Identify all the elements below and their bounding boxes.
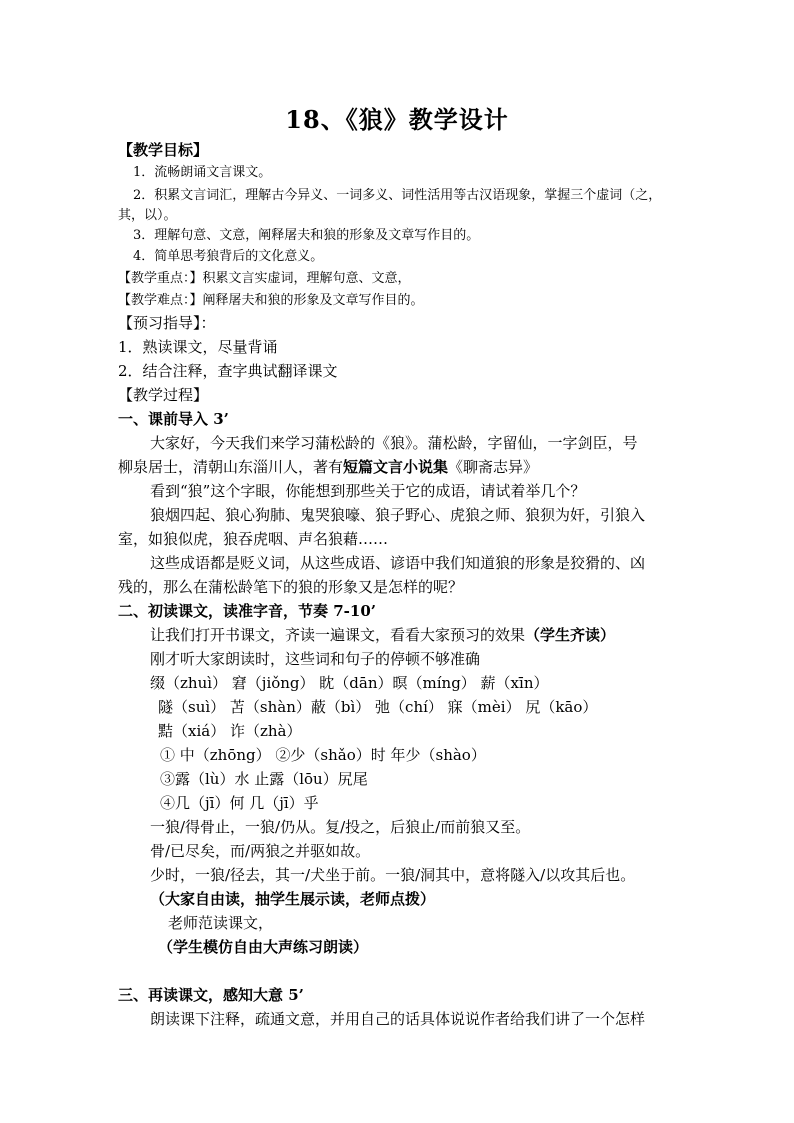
goal-item-2: 2．积累文言词汇，理解古今异义、一词多义、词性活用等古汉语现象，掌握三个虚词（之，: [133, 188, 662, 203]
section-1-paragraph-1-cont: [118, 457, 538, 477]
pronunciation-line-3: 黠（xiá） 诈（zhà）: [158, 722, 302, 740]
reading-note-1: （大家自由读，抽学生展示读，老师点拨）: [150, 890, 436, 908]
goal-item-4: 4．简单思考狼背后的文化意义。: [133, 249, 324, 264]
section-1-heading: 一、课前导入 3’: [118, 410, 229, 428]
goal-item-1: 1．流畅朗诵文言课文。: [133, 165, 272, 180]
pause-sentence-2: 骨/已尽矣，而/两狼之并驱如故。: [150, 842, 371, 860]
pause-sentence-3: 少时，一狼/径去，其一/犬坐于前。一狼/洞其中，意将隧入/以攻其后也。: [150, 866, 636, 884]
section-1-paragraph-3: 狼烟四起、狼心狗肺、鬼哭狼嚎、狼子野心、虎狼之师、狼狈为奸，引狼入: [150, 506, 646, 524]
text-run: 柳泉居士，清朝山东淄川人，著有: [118, 458, 344, 476]
goal-item-3: 3．理解句意、文意，阐释屠夫和狼的形象及文章写作目的。: [133, 228, 480, 243]
emphasis-text: （学生齐读）: [525, 626, 616, 644]
section-1-paragraph-4: 这些成语都是贬义词，从这些成语、谚语中我们知道狼的形象是狡猾的、凶: [150, 554, 646, 572]
section-1-paragraph-4-cont: 残的，那么在蒲松龄笔下的狼的形象又是怎样的呢？: [118, 578, 464, 596]
reading-note-2: 老师范读课文，: [168, 914, 274, 932]
section-2-paragraph-2: 刚才听大家朗读时，这些词和句子的停顿不够准确: [150, 650, 481, 668]
reading-note-3: （学生模仿自由大声练习朗读）: [158, 938, 369, 956]
pause-sentence-1: 一狼/得骨止，一狼/仍从。复/投之，后狼止/而前狼又至。: [150, 818, 531, 836]
preview-item-2: 2．结合注释，查字典试翻译课文: [118, 362, 338, 380]
section-1-paragraph-1: 大家好，今天我们来学习蒲松龄的《狼》。蒲松龄，字留仙，一字剑臣，号: [150, 434, 638, 452]
goals-heading: 【教学目标】: [118, 141, 209, 159]
section-3-paragraph-1: 朗读课下注释，疏通文意，并用自己的话具体说说作者给我们讲了一个怎样: [150, 1010, 646, 1028]
section-2-paragraph-1: [150, 625, 615, 645]
section-1-paragraph-3-cont: 室，如狼似虎，狼吞虎咽、声名狼藉……: [118, 530, 389, 548]
section-1-paragraph-2: 看到“狼”这个字眼，你能想到那些关于它的成语，请试着举几个？: [150, 482, 586, 500]
polyphone-line-1: ① 中（zhōng） ②少（shǎo）时 年少（shào）: [160, 746, 486, 764]
text-run: 让我们打开书课文，齐读一遍课文，看看大家预习的效果: [150, 626, 526, 644]
emphasis-text: 短篇文言小说集: [343, 458, 449, 476]
preview-item-1: 1．熟读课文，尽量背诵: [118, 338, 278, 356]
section-2-heading: 二、初读课文，读准字音，节奏 7-10’: [118, 602, 376, 620]
process-heading: 【教学过程】: [118, 386, 209, 404]
section-3-heading: 三、再读课文，感知大意 5’: [118, 986, 304, 1004]
preview-heading: 【预习指导】：: [118, 314, 216, 332]
page-title: 18、《狼》教学设计: [285, 105, 509, 134]
goal-item-2-cont: 其，以）。: [118, 208, 177, 223]
difficulty-point: 【教学难点：】阐释屠夫和狼的形象及文章写作目的。: [118, 293, 424, 308]
pronunciation-line-1: 缀（zhuì） 窘（jiǒng） 眈（dān）暝（míng） 薪（xīn）: [150, 674, 549, 692]
pronunciation-line-2: 隧（suì） 苫（shàn）蔽（bì） 弛（chí） 寐（mèi） 尻（kāo）: [158, 698, 598, 716]
polyphone-line-2: ③露（lù）水 止露（lōu）尻尾: [160, 770, 368, 788]
key-point: 【教学重点：】积累文言实虚词，理解句意、文意，: [118, 271, 411, 286]
polyphone-line-3: ④几（jī）何 几（jī）乎: [160, 794, 319, 812]
book-title: 《聊斋志异》: [448, 458, 539, 476]
